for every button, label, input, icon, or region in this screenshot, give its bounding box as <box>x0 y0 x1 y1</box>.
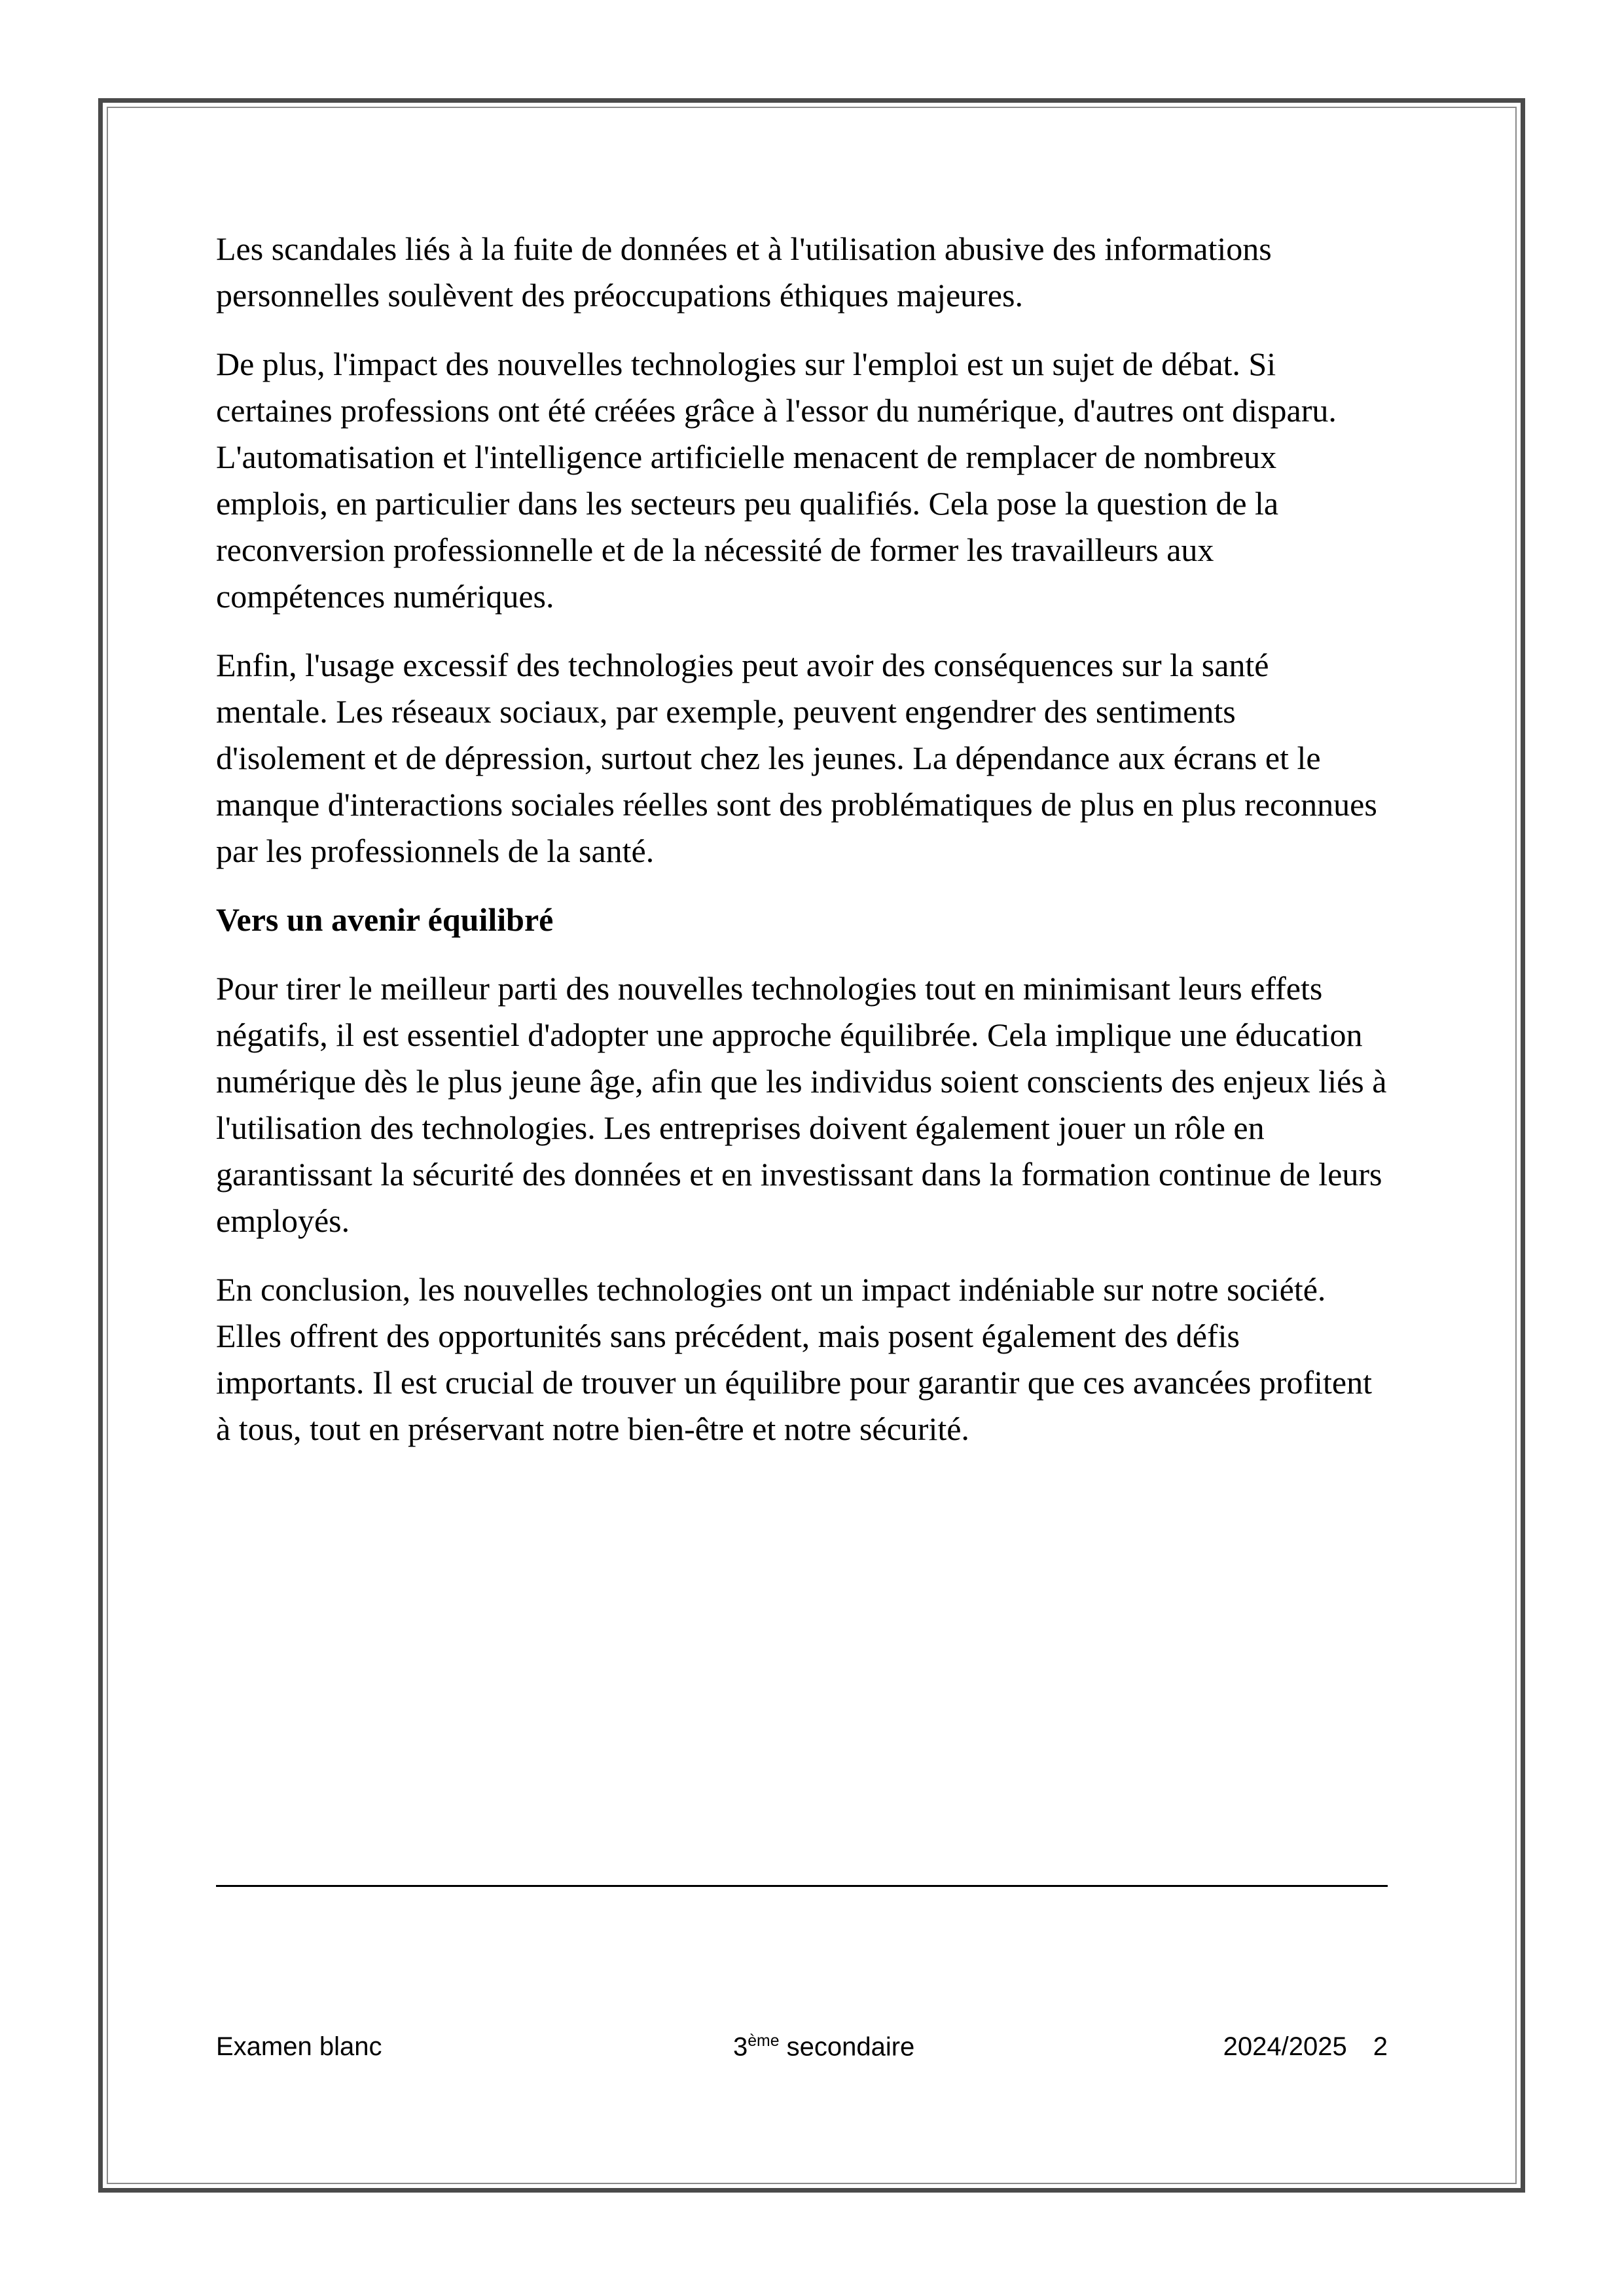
document-body <box>216 226 1388 1475</box>
footer-page-number: 2 <box>1373 2032 1388 2061</box>
footer-school-year: 2024/2025 <box>1223 2032 1347 2061</box>
paragraph: Enfin, l'usage excessif des technologies peut avoir des conséquences sur la santé mentale. Les réseaux sociaux, par exemple, peuvent engendrer des sentiments d'isolement et de dépression, surtout chez les jeunes. La dépendance aux écrans et le manque d'interactions sociales réelles sont des problématiques de plus en plus reconnues par les professionnels de la santé. <box>216 647 1377 869</box>
paragraph: Les scandales liés à la fuite de données et à l'utilisation abusive des informations personnelles soulèvent des préoccupations éthiques majeures. <box>216 230 1272 314</box>
footer-class-suffix: secondaire <box>779 2032 915 2062</box>
footer-class-number: 3 <box>733 2032 748 2062</box>
paragraph: De plus, l'impact des nouvelles technologies sur l'emploi est un sujet de débat. Si certaines professions ont été créées grâce à l'essor du numérique, d'autres ont disparu. L'automatisation et l'intelligence artificielle menacent de remplacer de nombreux emplois, en particulier dans les secteurs peu qualifiés. Cela pose la question de la reconversion professionnelle et de la nécessité de former les travailleurs aux compétences numériques. <box>216 346 1337 615</box>
footer-divider <box>216 1885 1388 1887</box>
section-heading: Vers un avenir équilibré <box>216 901 554 938</box>
footer-class-label <box>733 2032 914 2062</box>
footer-class-ordinal: ème <box>748 2032 780 2050</box>
footer-exam-label: Examen blanc <box>216 2032 382 2061</box>
paragraph: En conclusion, les nouvelles technologies ont un impact indéniable sur notre société. Elles offrent des opportunités sans précédent, mais posent également des défis importants. Il est crucial de trouver un équilibre pour garantir que ces avancées profitent à tous, tout en préservant notre bien-être et notre sécurité. <box>216 1271 1372 1447</box>
page-footer <box>216 2032 1388 2072</box>
paragraph: Pour tirer le meilleur parti des nouvelles technologies tout en minimisant leurs effets négatifs, il est essentiel d'adopter une approche équilibrée. Cela implique une éducation numérique dès le plus jeune âge, afin que les individus soient conscients des enjeux liés à l'utilisation des technologies. Les entreprises doivent également jouer un rôle en garantissant la sécurité des données et en investissant dans la formation continue de leurs employés. <box>216 970 1387 1239</box>
footer-right-group <box>1223 2032 1388 2062</box>
